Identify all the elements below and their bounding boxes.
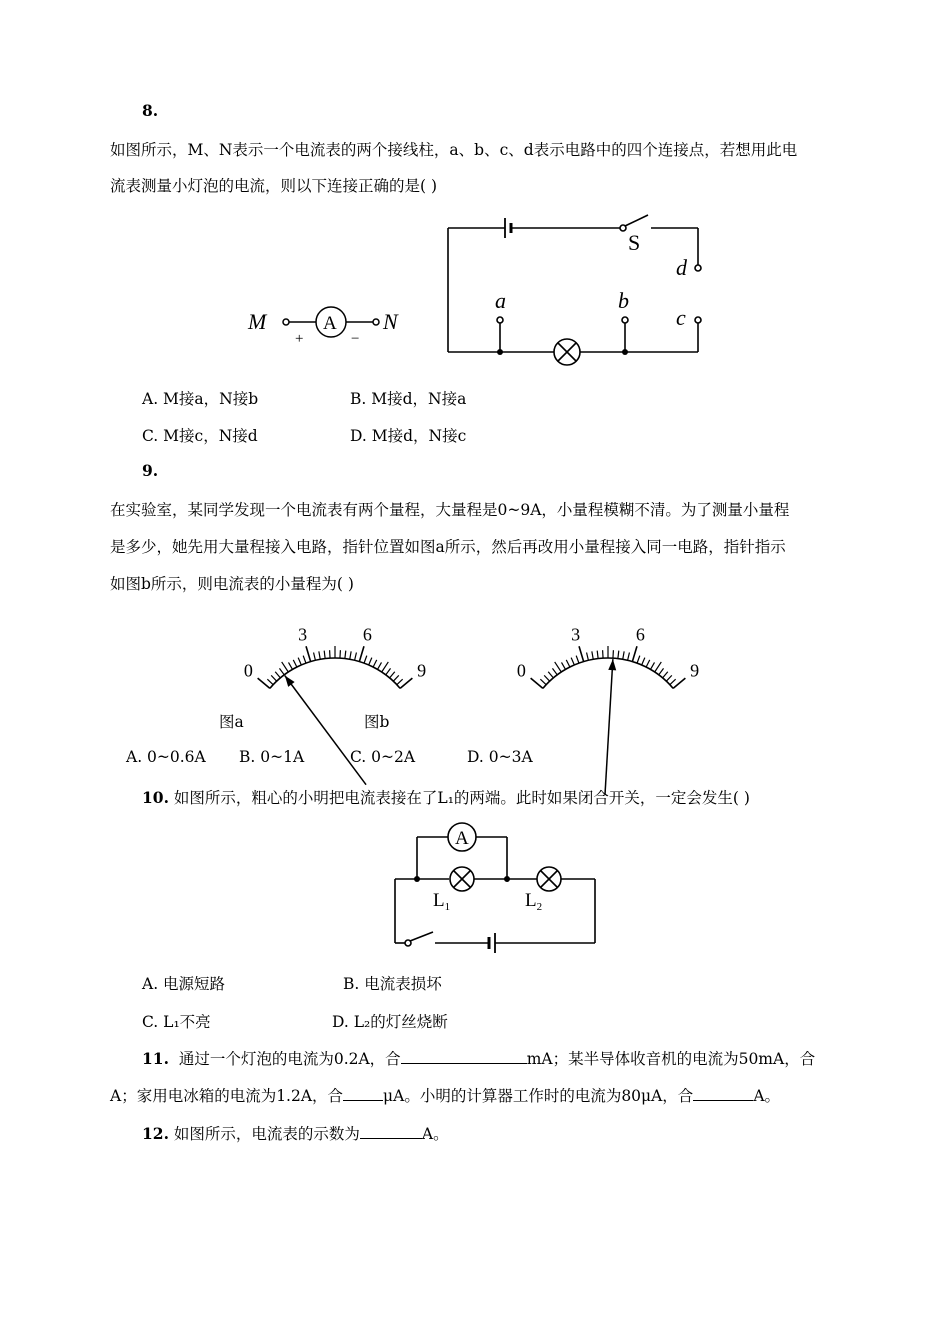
q10-option-B: B. 电流表损坏 bbox=[343, 975, 442, 993]
dial-label-3: 3 bbox=[571, 624, 581, 645]
dial-tick bbox=[345, 651, 346, 659]
label-a: a bbox=[495, 288, 506, 313]
q8-text-line2: 流表测量小灯泡的电流，则以下连接正确的是( ) bbox=[110, 177, 438, 195]
q9-number: 9. bbox=[142, 461, 159, 480]
lamp-L1-label: $L_1$ bbox=[433, 890, 451, 913]
fig-a-caption: 图a bbox=[219, 713, 244, 731]
dial-label-6: 6 bbox=[635, 624, 645, 645]
dial-tick bbox=[275, 672, 280, 678]
dial-tick bbox=[397, 679, 403, 684]
dial-tick bbox=[555, 662, 562, 672]
q11-text-2b: μA。小明的计算器工作时的电流为80μA，合 bbox=[383, 1087, 694, 1105]
circuit-main bbox=[448, 215, 701, 365]
dial-tick bbox=[562, 662, 566, 669]
q12-blank[interactable] bbox=[360, 1137, 422, 1139]
q9-option-C: C. 0~2A bbox=[350, 748, 416, 766]
dial-tick bbox=[386, 668, 391, 674]
dial-tick bbox=[364, 656, 367, 664]
dial-tick bbox=[623, 651, 624, 659]
switch-label-S: S bbox=[628, 230, 641, 255]
dial-label-3: 3 bbox=[298, 624, 308, 645]
dial-tick bbox=[659, 668, 664, 674]
dial-tick bbox=[282, 662, 289, 672]
dial-tick bbox=[592, 651, 593, 659]
dial-pointer-head bbox=[285, 676, 295, 687]
meter-dial-a bbox=[225, 598, 445, 698]
dial-tick bbox=[319, 651, 320, 659]
q12-number: 12. bbox=[142, 1124, 169, 1143]
minus-sign: − bbox=[351, 331, 360, 347]
dial-tick bbox=[646, 660, 650, 667]
q11-line2 bbox=[110, 1084, 780, 1106]
dial-tick bbox=[324, 651, 325, 659]
q9-text-line2: 是多少，她先用大量程接入电路，指针位置如图a所示，然后再改用小量程接入同一电路，指针指示 bbox=[110, 538, 786, 556]
q9-text-line3: 如图b所示，则电流表的小量程为( ) bbox=[110, 575, 354, 593]
dial-arc bbox=[543, 658, 673, 688]
q10-option-A: A. 电源短路 bbox=[142, 975, 226, 993]
q10-option-D: D. L₂的灯丝烧断 bbox=[332, 1013, 448, 1031]
q11-text-2c: A。 bbox=[753, 1087, 781, 1105]
dial-tick bbox=[369, 658, 372, 665]
q8-option-C: C. M接c，N接d bbox=[142, 427, 258, 445]
q10-option-C: C. L₁不亮 bbox=[142, 1013, 211, 1031]
dial-tick bbox=[663, 672, 668, 678]
dial-pointer-head bbox=[608, 659, 616, 670]
label-d: d bbox=[676, 255, 687, 280]
q12-text-a: 如图所示，电流表的示数为 bbox=[173, 1125, 360, 1143]
dial-label-0: 0 bbox=[243, 660, 253, 681]
q12-text-b: A。 bbox=[421, 1125, 449, 1143]
q11-text-1a: 通过一个灯泡的电流为0.2A，合 bbox=[178, 1050, 401, 1068]
label-N: N bbox=[383, 309, 398, 334]
dial-tick bbox=[378, 662, 382, 669]
meter-dial-b bbox=[490, 598, 725, 698]
dial-tick bbox=[355, 653, 357, 661]
q11-line1 bbox=[142, 1047, 815, 1069]
dial-tick bbox=[289, 662, 293, 669]
dial-tick bbox=[552, 668, 557, 674]
dial-label-9: 9 bbox=[417, 660, 427, 681]
q11-blank-3[interactable] bbox=[343, 1099, 383, 1101]
q8-number: 8. bbox=[142, 101, 159, 120]
dial-tick bbox=[359, 646, 364, 661]
dial-tick bbox=[314, 653, 316, 661]
dial-tick bbox=[544, 675, 549, 681]
dial-tick bbox=[618, 651, 619, 659]
dial-pointer bbox=[605, 659, 613, 795]
q9-text-line1: 在实验室，某同学发现一个电流表有两个量程，大量程是0~9A，小量程模糊不清。为了测量小量程 bbox=[110, 501, 790, 519]
dial-tick bbox=[651, 662, 655, 669]
q11-number: 11. bbox=[142, 1049, 169, 1068]
q9-option-B: B. 0~1A bbox=[239, 748, 305, 766]
q8-option-D: D. M接d，N接c bbox=[350, 427, 467, 445]
dial-tick bbox=[390, 672, 395, 678]
dial-tick bbox=[393, 675, 398, 681]
dial-tick bbox=[637, 656, 640, 664]
q11-text-2a: A；家用电冰箱的电流为1.2A，合 bbox=[110, 1087, 344, 1105]
q8-text-line1: 如图所示，M、N表示一个电流表的两个接线柱，a、b、c、d表示电路中的四个连接点，若想用此电 bbox=[110, 141, 798, 159]
q12-line bbox=[142, 1122, 449, 1144]
dial-tick bbox=[303, 656, 306, 664]
q10-text: 如图所示，粗心的小明把电流表接在了L₁的两端。此时如果闭合开关，一定会发生( ) bbox=[173, 789, 750, 807]
dial-label-9: 9 bbox=[690, 660, 700, 681]
dial-label-0: 0 bbox=[516, 660, 526, 681]
q10-number: 10. bbox=[142, 788, 169, 807]
dial-tick bbox=[576, 656, 579, 664]
dial-tick bbox=[655, 662, 662, 672]
q9-option-D: D. 0~3A bbox=[467, 748, 533, 766]
dial-label-6: 6 bbox=[362, 624, 372, 645]
dial-tick bbox=[540, 679, 546, 684]
dial-tick bbox=[587, 653, 589, 661]
dial-tick bbox=[298, 658, 301, 665]
dial-tick bbox=[670, 679, 676, 684]
ammeter-MN bbox=[247, 307, 399, 347]
dial-tick bbox=[632, 646, 637, 661]
q10-line bbox=[142, 786, 750, 808]
ammeter-A-label: A bbox=[323, 313, 337, 334]
q8-option-B: B. M接d，N接a bbox=[350, 390, 467, 408]
q11-blank-1[interactable] bbox=[401, 1062, 527, 1064]
fig-b-caption: 图b bbox=[364, 713, 390, 731]
dial-tick bbox=[571, 658, 574, 665]
dial-tick bbox=[566, 660, 570, 667]
dial-tick bbox=[597, 651, 598, 659]
dial-tick bbox=[666, 675, 671, 681]
q11-text-1b: mA；某半导体收音机的电流为50mA，合 bbox=[526, 1050, 816, 1068]
dial-tick bbox=[271, 675, 276, 681]
dial-tick bbox=[267, 679, 273, 684]
q10-circuit-figure bbox=[385, 815, 605, 955]
label-c: c bbox=[676, 305, 686, 330]
q9-option-A: A. 0~0.6A bbox=[126, 748, 206, 766]
q8-circuit-figure bbox=[240, 205, 720, 375]
dial-tick bbox=[293, 660, 297, 667]
dial-tick bbox=[579, 646, 584, 661]
q11-blank-4[interactable] bbox=[693, 1099, 753, 1101]
dial-tick bbox=[279, 668, 284, 674]
dial-tick bbox=[628, 653, 630, 661]
dial-tick bbox=[350, 651, 351, 659]
lamp-L2-label: $L_2$ bbox=[525, 890, 543, 913]
dial-tick bbox=[642, 658, 645, 665]
dial-pointer bbox=[285, 676, 366, 785]
dial-tick bbox=[548, 672, 553, 678]
dial-tick bbox=[306, 646, 311, 661]
plus-sign: + bbox=[295, 331, 304, 347]
dial-tick bbox=[373, 660, 377, 667]
q8-option-A: A. M接a，N接b bbox=[142, 390, 259, 408]
label-b: b bbox=[618, 288, 629, 313]
dial-tick bbox=[382, 662, 389, 672]
ammeter-A-label-q10: A bbox=[455, 828, 469, 849]
label-M: M bbox=[248, 309, 267, 334]
